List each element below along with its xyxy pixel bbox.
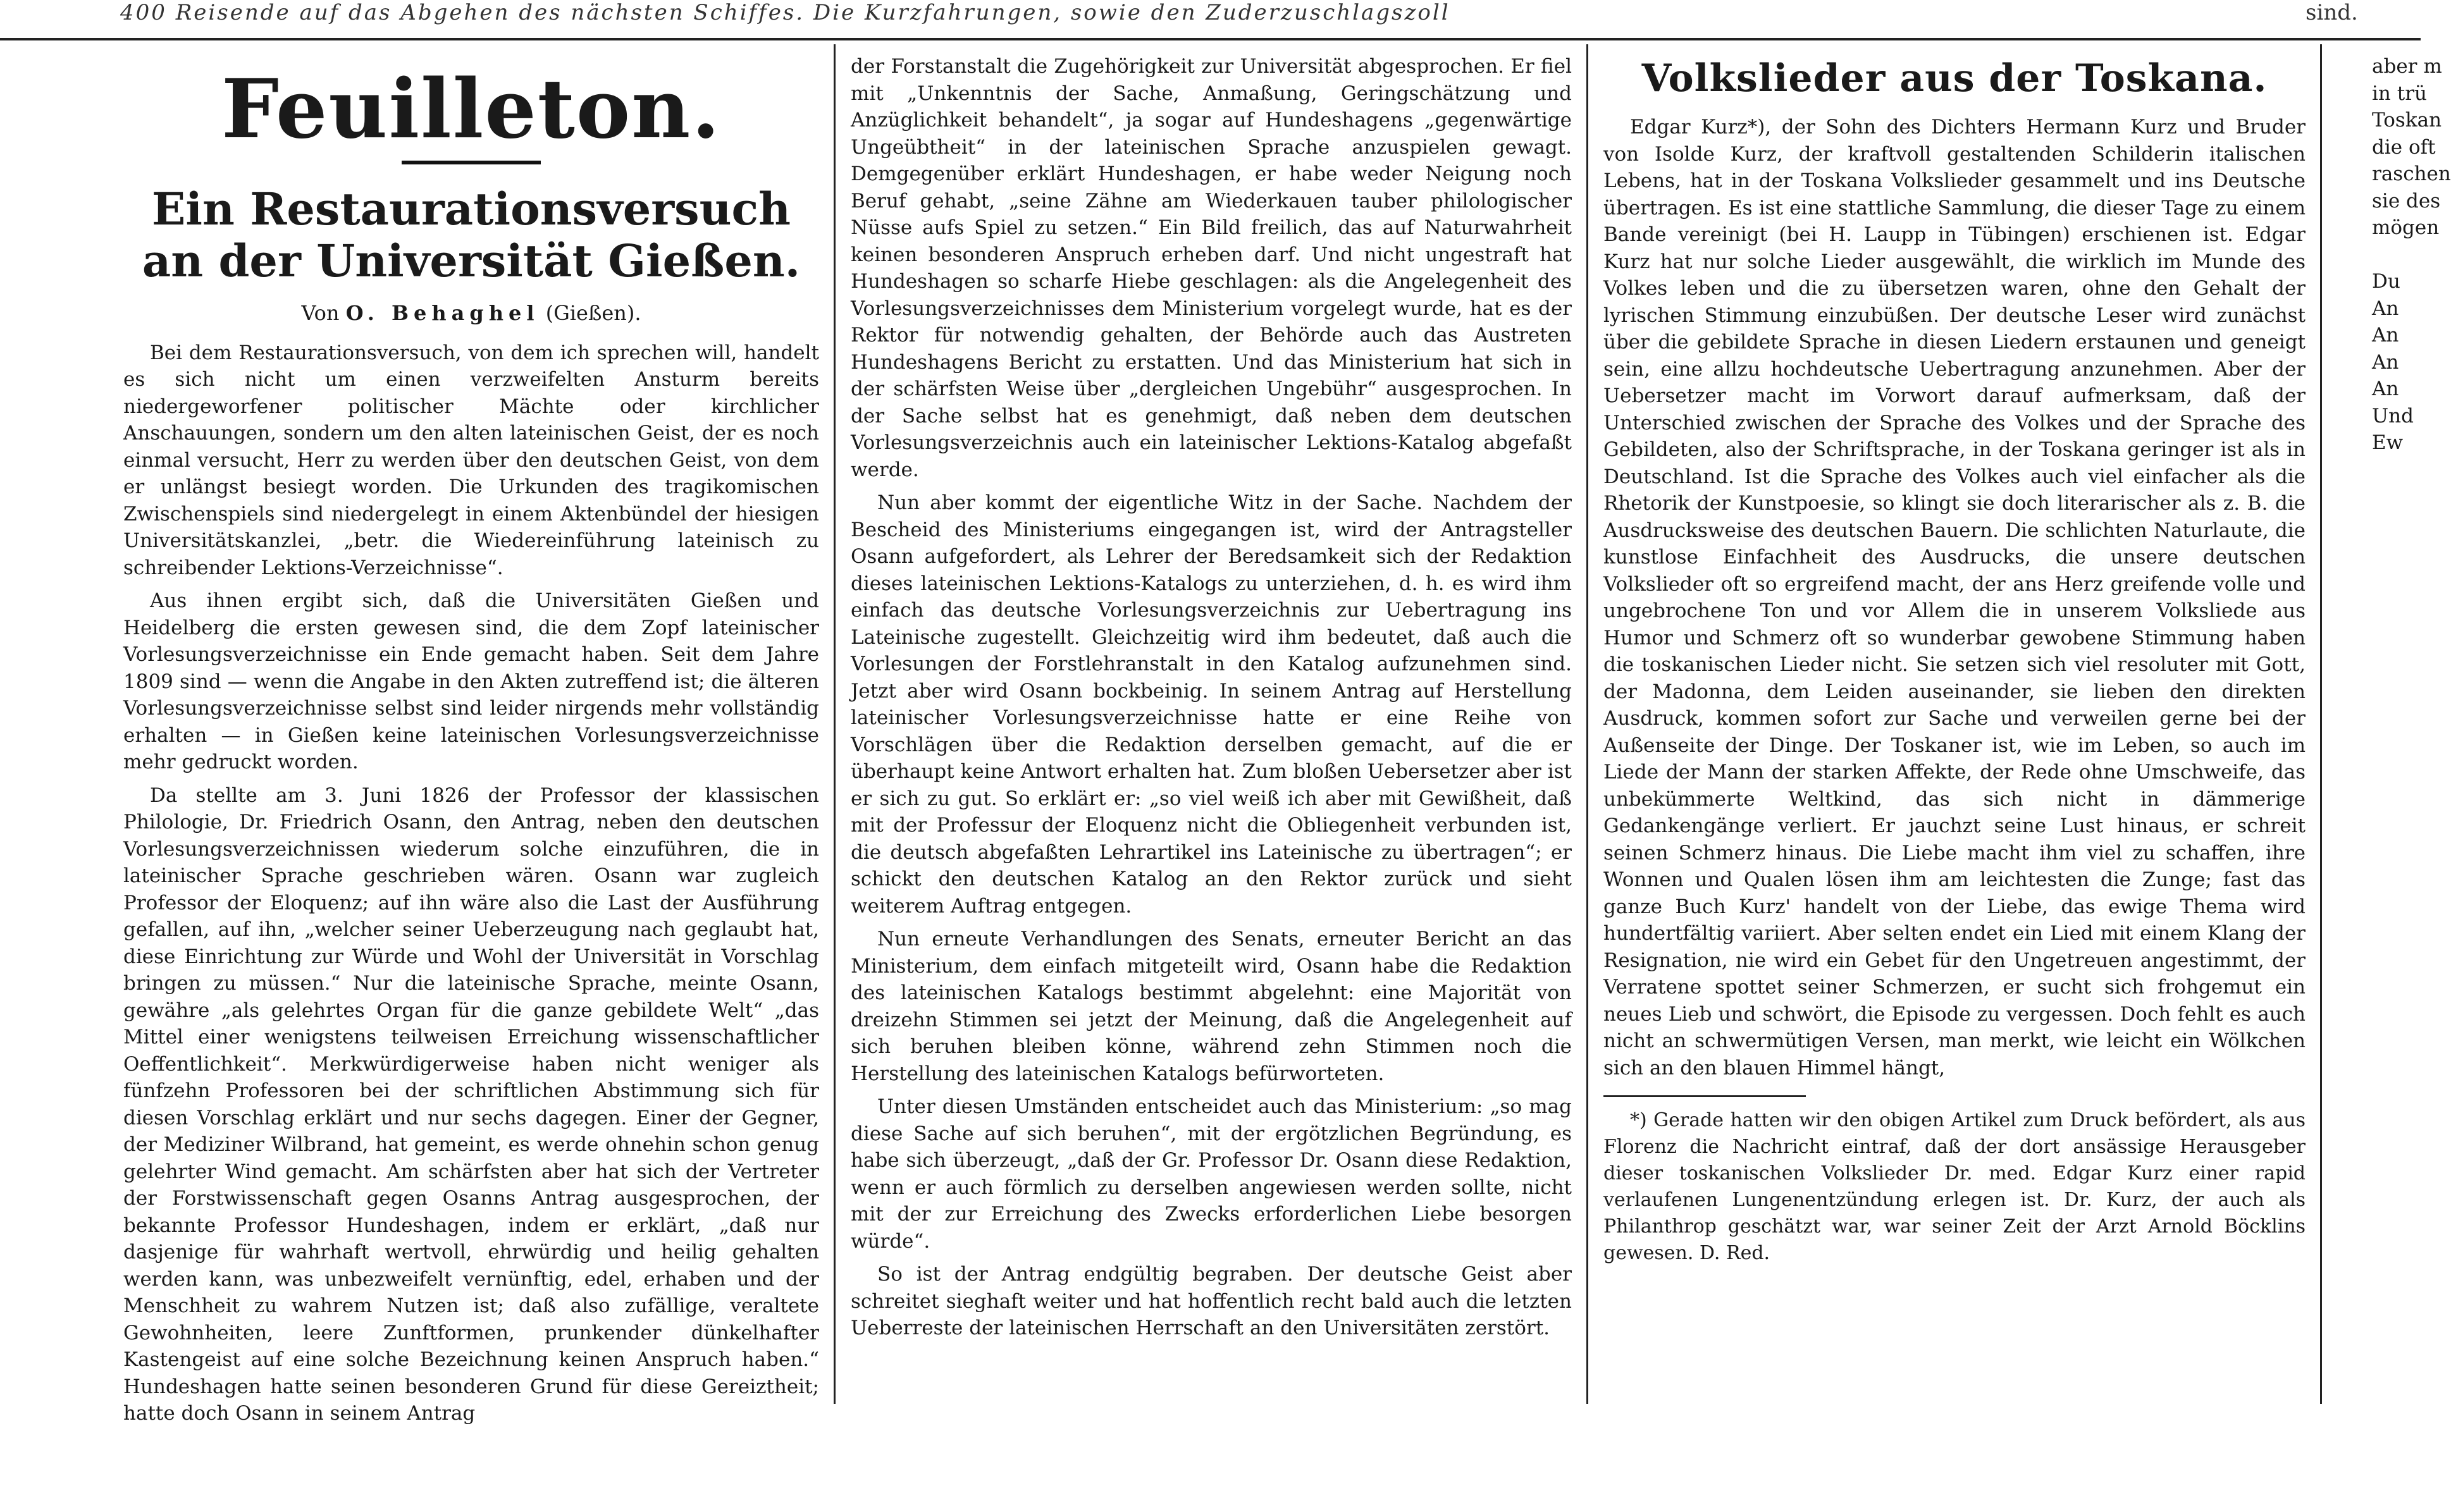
fragment-line: Ew	[2372, 431, 2404, 454]
fragment-line: mögen	[2372, 216, 2440, 239]
paragraph: Edgar Kurz*), der Sohn des Dichters Hermann Kurz und Bruder von Isolde Kurz, der kraftvoll gestaltenden Schilderin italischen Lebens, hat in der Toskana Volkslieder gesammelt und ins Deutsche übertragen. Es ist eine stattliche Sammlung, die dieser Tage zu einem Bande vereinigt (bei H. Laupp in Tübingen) erschienen ist. Edgar Kurz hat nur solche Lieder ausgewählt, die wirklich im Munde des Volkes leben und die zu übersetzen waren, ohne den Gehalt der lyrischen Stimmung einzubüßen. Der deutsche Leser wird zunächst über die gebildete Sprache in diesen Liedern erstaunen und geneigt sein, eine allzu hochdeutsche Uebertragung anzunehmen. Aber der Uebersetzer macht im Vorwort darauf aufmerksam, daß der Unterschied zwischen der Sprache des Volkes und der Sprache des Gebildeten, also der Schriftsprache, in der Toskana geringer ist als in Deutschland. Ist die Sprache des Volkes auch viel einfacher als die Rhetorik der Kunstpoesie, so klingt sie doch literarischer als z. B. die Ausdrucksweise des deutschen Bauern. Die schlichten Naturlaute, die kunstlose Einfachheit des Ausdrucks, die unsere deutschen Volkslieder oft so ergreifend macht, der ans Herz greifende volle und ungebrochene Ton und vor Allem die in unserem Volksliede aus Humor und Schmerz oft so wunderbar gewobene Stimmung haben die toskanischen Lieder nicht. Sie setzen sich viel resoluter mit Gott, der Madonna, dem Leiden auseinander, sie lieben den direkten Ausdruck, kommen sofort zur Sache und verweilen gerne bei der Außenseite der Dinge. Der Toskaner ist, wie im Leben, so auch im Liede der Mann der starken Affekte, der Rede ohne Umschweife, das unbekümmerte Weltkind, das sich nicht in dämmerige Gedankengänge verliert. Er jauchzt seine Lust hinaus, er schreit seinen Schmerz hinaus. Die Liebe macht ihm viel zu schaffen, ihre Wonnen und Qualen lösen ihm am leichtesten die Zunge; fast das ganze Buch Kurz' handelt von der Liebe, das ewige Thema wird hundertfältig variiert. Aber selten endet ein Lied mit einem Klang der Resignation, nie wird ein Gebet für den Ungetreuen angestimmt, der Verratene spottet seiner Schmerzen, er sucht sich frohgemut ein neues Lieb und schwört, die Episode zu vergessen. Doch fehlt es auch nicht an schwermütigen Versen, man merkt, wie leicht ein Wölkchen sich an den blauen Himmel hängt,	[1603, 116, 2306, 1079]
fragment-line: in trü	[2372, 82, 2427, 105]
paragraph: Bei dem Restaurationsversuch, von dem ich sprechen will, handelt es sich nicht um einen verzweifelten Ansturm bereits niedergeworfener politischer Mächte oder kirchlicher Anschauungen, sondern um den alten lateinischen Geist, der es noch einmal versucht, Herr zu werden über den deutschen Geist, von dem er unlängst besiegt worden. Die Urkunden des tragikomischen Zwischenspiels sind niedergelegt in einem Aktenbündel der hiesigen Universitätskanzlei, „betr. die Wiedereinführung lateinisch zu schreibender Lektions-Verzeichnisse“.	[123, 341, 819, 579]
byline	[123, 300, 819, 327]
clipped-column-fragment	[2372, 53, 2451, 457]
column-3	[1603, 53, 2306, 1394]
fragment-line: An	[2372, 297, 2399, 320]
fragment-line: An	[2372, 324, 2399, 347]
paragraph: So ist der Antrag endgültig begraben. Der deutsche Geist aber schreitet sieghaft weiter und hat hoffentlich recht bald auch die letzten Ueberreste der lateinischen Herrschaft an den Universitäten zerstört.	[851, 1263, 1572, 1339]
fragment-line: Du	[2372, 270, 2400, 293]
byline-prefix: Von	[301, 301, 340, 325]
column-rule	[834, 44, 836, 1404]
paragraph: der Forstanstalt die Zugehörigkeit zur Universität abgesprochen. Er fiel mit „Unkenntnis der Sache, Anmaßung, Geringschätzung und Anzüglichkeit behandelt“, ja sogar auf Hundeshagens „gegenwärtige Ungeübtheit“ in der lateinischen Sprache anzuspielen gewagt. Demgegenüber erklärt Hundeshagen, er habe weder Neigung noch Beruf gehabt, „seine Zähne am Wiederkauen tauber philologischer Nüsse aufs Spiel zu setzen.“ Ein Bild freilich, das auf Naturwahrheit keinen besonderen Anspruch erheben darf. Und nicht ungestraft hat Hundeshagen so scharfe Hiebe geschlagen: als die Angelegenheit des Vorlesungsverzeichnisses dem Ministerium vorgelegt wurde, hat es der Rektor für notwendig gehalten, der Behörde auch das Austreten Hundeshagens Bericht zu erstatten. Und das Ministerium hat sich in der schärfsten Weise über „dergleichen Ungebühr“ ausgesprochen. In der Sache selbst hat es genehmigt, daß neben dem deutschen Vorlesungsverzeichnis auch ein lateinischer Lektions-Katalog abgefaßt werde.	[851, 55, 1572, 481]
fragment-line: An	[2372, 350, 2399, 374]
fragment-line: sie des	[2372, 189, 2441, 212]
author-name: O. Behaghel	[345, 301, 540, 325]
top-strip-text: 400 Reisende auf das Abgehen des nächsten Schiffes. Die Kurzfahrungen, sowie den Zuderzuschlagszoll	[120, 0, 1450, 25]
author-place: (Gießen).	[545, 301, 641, 325]
fragment-line: die oft	[2372, 135, 2436, 159]
fragment-line: Und	[2372, 404, 2414, 427]
article-title: Ein Restaurationsversuch an der Universität Gießen.	[142, 183, 801, 287]
article-title-2: Volkslieder aus der Toskana.	[1641, 56, 2268, 101]
paragraph: Nun erneute Verhandlungen des Senats, erneuter Bericht an das Ministerium, dem einfach mitgeteilt wird, Osann habe die Redaktion des lateinischen Katalogs bestimmt abgelehnt: eine Majorität von dreizehn Stimmen sei jetzt der Meinung, daß die Angelegenheit auf sich beruhen bleiben könne, während zehn Stimmen noch die Herstellung des lateinischen Katalogs befürworteten.	[851, 928, 1572, 1085]
column-rule	[2320, 44, 2322, 1404]
top-strip	[0, 0, 2421, 40]
paragraph: Da stellte am 3. Juni 1826 der Professor der klassischen Philologie, Dr. Friedrich Osann, den Antrag, neben den deutschen Vorlesungsverzeichnissen wiederum solche einzuführen, die in lateinischer Sprache geschrieben wären. Osann war zugleich Professor der Eloquenz; auf ihn wäre also die Last der Ausführung gefallen, auf ihn, „welcher seiner Ueberzeugung nach geglaubt hat, diese Einrichtung zur Würde und Wohl der Universität in Vorschlag bringen zu müssen.“ Nur die lateinische Sprache, meinte Osann, gewähre „als gelehrtes Organ für die ganze gebildete Welt“ „das Mittel einer wenigstens teilweisen Erreichung wissenschaftlicher Oeffentlichkeit“. Merkwürdigerweise haben nicht weniger als fünfzehn Professoren bei der schriftlichen Abstimmung sich für diesen Vorschlag erklärt und nur sechs dagegen. Einer der Gegner, der Mediziner Wilbrand, hat gemeint, es werde ohnehin schon genug gelehrter Wind gemacht. Am schärfsten aber hat sich der Vertreter der Forstwissenschaft gegen Osanns Antrag ausgesprochen, der bekannte Professor Hundeshagen, indem er erklärt, „daß nur dasjenige für wahrhaft wertvoll, ehrwürdig und heilig gehalten werden kann, was unbezweifelt vernünftig, edel, erhaben und der Menschheit zu wahrem Nutzen ist; daß also zufällige, veraltete Gewohnheiten, leere Zunftformen, prunkender dünkelhafter Kastengeist auf eine solche Bezeichnung keinen Anspruch haben.“ Hundeshagen hatte seinen besonderen Grund für diese Gereiztheit; hatte doch Osann in seinem Antrag	[123, 784, 819, 1425]
footnote-rule	[1603, 1095, 1806, 1097]
paragraph: Unter diesen Umständen entscheidet auch das Ministerium: „so mag diese Sache auf sich beruhen“, mit der ergötzlichen Begründung, es habe sich überzeugt, „daß der Gr. Professor Dr. Osann diese Redaktion, wenn er auch förmlich zu derselben angewiesen werden sollte, nicht mit der zur Erreichung des Zwecks erforderlichen Liebe besorgen würde“.	[851, 1095, 1572, 1253]
top-strip-right: sind.	[2306, 0, 2358, 25]
fragment-line: An	[2372, 378, 2399, 400]
fragment-line	[2372, 242, 2421, 269]
fragment-line: raschen	[2372, 163, 2451, 185]
section-title: Feuilleton.	[221, 62, 721, 157]
column-2	[851, 53, 1572, 1394]
fragment-line: Toskan	[2372, 109, 2442, 132]
fragment-line: aber m	[2372, 55, 2442, 78]
title-rule	[402, 161, 541, 164]
paragraph: Nun aber kommt der eigentliche Witz in der Sache. Nachdem der Bescheid des Ministeriums eingegangen ist, wird der Antragsteller Osann aufgefordert, als Lehrer der Beredsamkeit sich der Redaktion dieses lateinischen Lektions-Katalogs zu unterziehen, d. h. es wird ihm einfach das deutsche Vorlesungsverzeichnis zur Uebertragung ins Lateinische zugestellt. Gleichzeitig wird ihm bedeutet, daß auch die Vorlesungen der Forstlehranstalt in den Katalog aufzunehmen sind. Jetzt aber wird Osann bockbeinig. In seinem Antrag auf Herstellung lateinischer Vorlesungsverzeichnisse hatte er eine Reihe von Vorschlägen über die Redaktion derselben gemacht, auf die er überhaupt keine Antwort erhalten hat. Zum bloßen Uebersetzer aber ist er sich zu gut. So erklärt er: „so viel weiß ich aber mit Gewißheit, daß mit der Professur der Eloquenz nicht die Obliegenheit verbunden ist, die deutsch abgefaßten Lehrartikel ins Lateinische zu übertragen“; er schickt den deutschen Katalog an den Rektor zurück und sieht weiterem Auftrag entgegen.	[851, 491, 1572, 918]
column-1	[123, 53, 819, 1425]
paragraph: Aus ihnen ergibt sich, daß die Universitäten Gießen und Heidelberg die ersten gewesen sind, die dem Zopf lateinischer Vorlesungsverzeichnisse ein Ende gemacht haben. Seit dem Jahre 1809 sind — wenn die Angabe in den Akten zutreffend ist; die älteren Vorlesungsverzeichnisse selbst sind leider nirgends mehr vollständig erhalten — in Gießen keine lateinischen Vorlesungsverzeichnisse mehr gedruckt worden.	[123, 589, 819, 773]
column-rule	[1586, 44, 1588, 1404]
footnote: *) Gerade hatten wir den obigen Artikel zum Druck befördert, als aus Florenz die Nachricht eintraf, daß der dort ansässige Herausgeber dieser toskanischen Volkslieder Dr. med. Edgar Kurz einer rapid verlaufenen Lungenentzündung erlegen ist. Dr. Kurz, der auch als Philanthrop geschätzt war, war seiner Zeit der Arzt Arnold Böcklins gewesen. D. Red.	[1603, 1109, 2306, 1264]
